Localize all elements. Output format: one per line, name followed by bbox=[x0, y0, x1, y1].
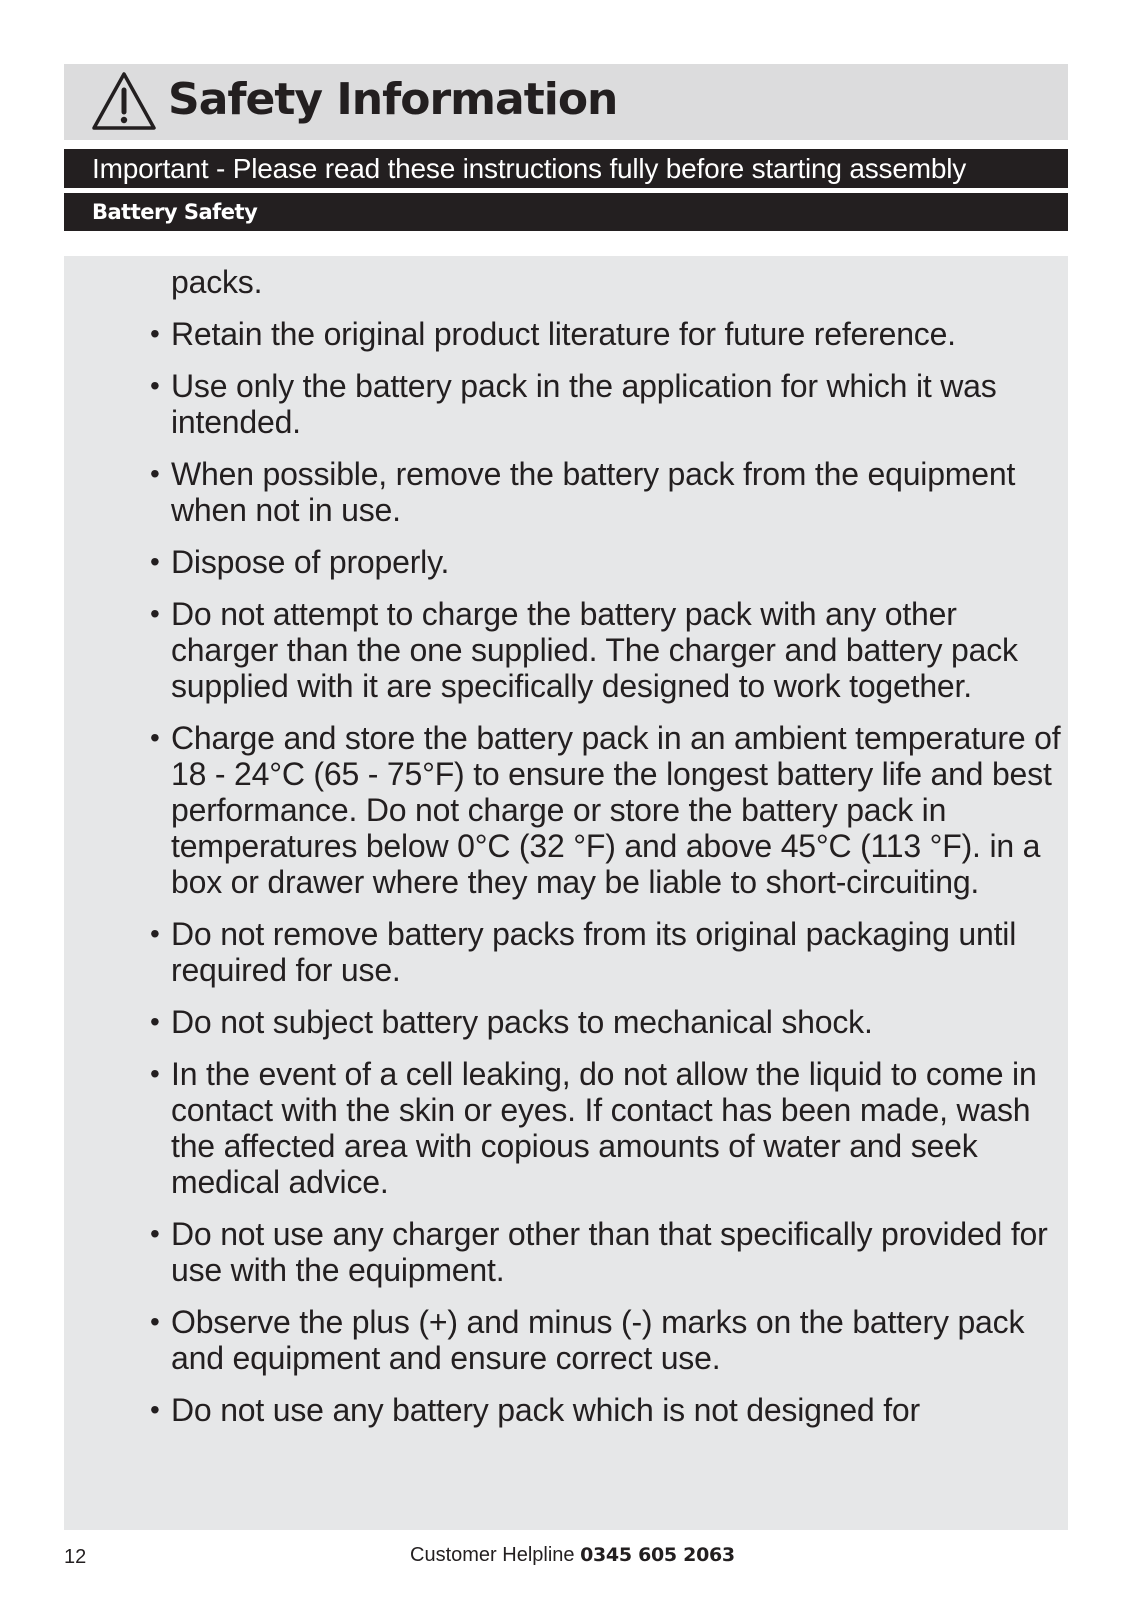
list-item: • Use only the battery pack in the application for which it was intended. bbox=[150, 368, 1065, 440]
page-title: Safety Information bbox=[168, 74, 618, 125]
page-number: 12 bbox=[64, 1546, 87, 1568]
section-header-bar bbox=[64, 193, 1068, 231]
list-item: • When possible, remove the battery pack from the equipment when not in use. bbox=[150, 456, 1065, 528]
important-notice: Important - Please read these instructions fully before starting assembly bbox=[92, 153, 967, 184]
safety-list bbox=[150, 264, 1065, 1444]
list-item: • Retain the original product literature for future reference. bbox=[150, 316, 1065, 352]
list-item: • Charge and store the battery pack in an ambient temperature of 18 - 24°C (65 - 75°F) to ensure the longest battery life and best performance. Do not charge or store the battery pack in temperatures below 0°C (32 °F) and above 45°C (113 °F). in a box or drawer where they may be liable to short-circuiting. bbox=[150, 720, 1065, 900]
list-item: • Do not attempt to charge the battery pack with any other charger than the one supplied. The charger and battery pack supplied with it are specifically designed to work together. bbox=[150, 596, 1065, 704]
important-notice-bar bbox=[64, 149, 1068, 188]
title-bar bbox=[64, 64, 1068, 140]
warning-triangle-icon bbox=[90, 70, 158, 132]
helpline-label: Customer Helpline bbox=[410, 1544, 575, 1566]
section-title: Battery Safety bbox=[92, 200, 258, 224]
list-item: • Do not use any battery pack which is not designed for bbox=[150, 1392, 1065, 1428]
helpline-number: 0345 605 2063 bbox=[580, 1544, 735, 1566]
list-item: packs. bbox=[171, 264, 263, 300]
list-item: • Observe the plus (+) and minus (-) marks on the battery pack and equipment and ensure correct use. bbox=[150, 1304, 1065, 1376]
list-item: • Dispose of properly. bbox=[150, 544, 1065, 580]
customer-helpline bbox=[410, 1543, 735, 1567]
content-panel bbox=[64, 256, 1068, 1530]
list-item: • Do not use any charger other than that specifically provided for use with the equipment. bbox=[150, 1216, 1065, 1288]
list-item: • Do not subject battery packs to mechanical shock. bbox=[150, 1004, 1065, 1040]
list-item: • In the event of a cell leaking, do not allow the liquid to come in contact with the skin or eyes. If contact has been made, wash the affected area with copious amounts of water and seek medical advice. bbox=[150, 1056, 1065, 1200]
list-item: • Do not remove battery packs from its original packaging until required for use. bbox=[150, 916, 1065, 988]
